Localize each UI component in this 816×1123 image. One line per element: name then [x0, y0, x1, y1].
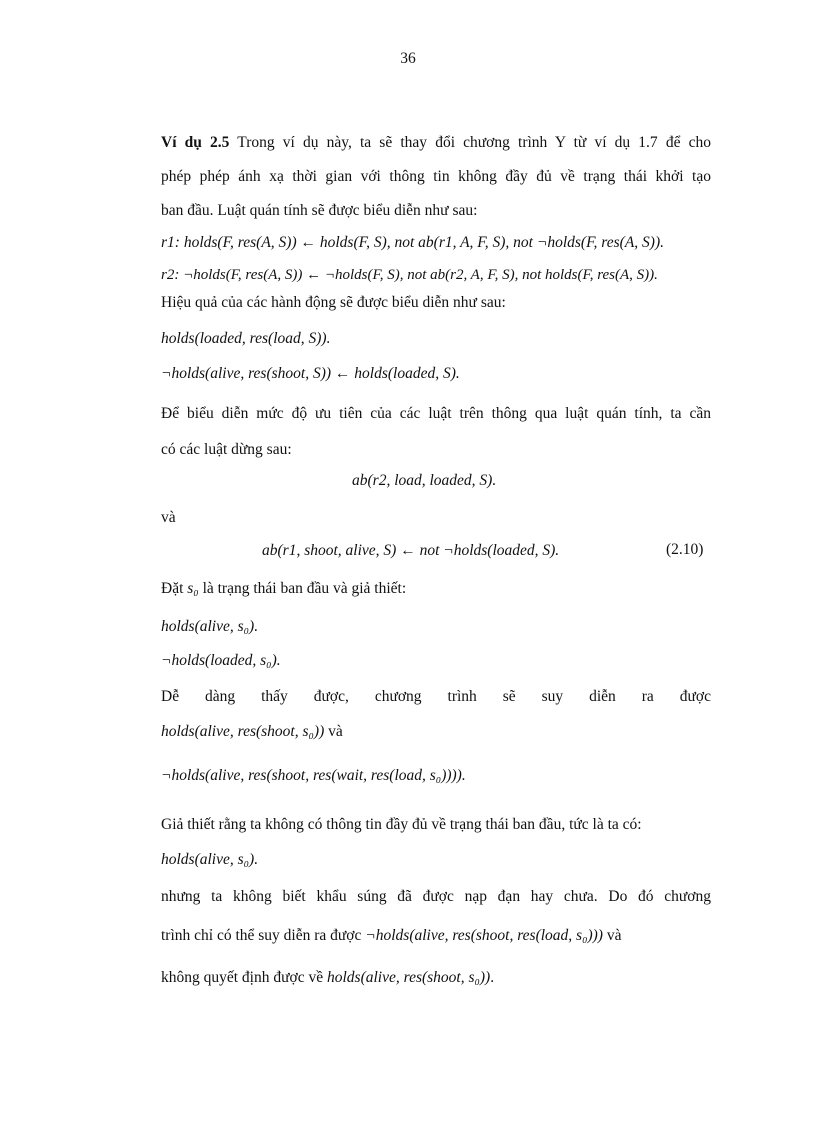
example-paragraph-line-1 [161, 133, 711, 153]
conjunction-and: và [161, 509, 176, 526]
example-text: Trong ví dụ này, ta sẽ thay đổi chương trình Y từ ví dụ 1.7 để cho [229, 134, 711, 151]
ab-rule-load: ab(r2, load, loaded, S). [352, 472, 497, 489]
example-paragraph-line-2: phép phép ánh xạ thời gian với thông tin không đầy đủ về trạng thái khởi tạo [161, 168, 711, 185]
effect-rule-shoot: ¬holds(alive, res(shoot, S)) ← holds(loaded, S). [161, 365, 460, 382]
unknown-loaded-line: nhưng ta không biết khẩu súng đã được nạp đạn hay chưa. Do đó chương [161, 888, 711, 905]
s0-symbol: s₀ [187, 580, 199, 597]
effects-intro: Hiệu quả của các hành động sẽ được biểu diễn như sau: [161, 294, 506, 311]
example-paragraph-line-3: ban đầu. Luật quán tính sẽ được biểu diễn như sau: [161, 202, 478, 219]
priority-line-1: Để biểu diễn mức độ ưu tiên của các luật trên thông qua luật quán tính, ta cần [161, 405, 711, 422]
only-infer-line: trình chỉ có thể suy diễn ra được ¬holds(alive, res(shoot, res(load, s₀))) và [161, 927, 622, 944]
initial-fact-alive: holds(alive, s₀). [161, 618, 259, 635]
effect-rule-load: holds(loaded, res(load, S)). [161, 330, 331, 347]
example-label: Ví dụ 2.5 [161, 134, 230, 151]
equation-number: (2.10) [666, 541, 704, 558]
ab-rule-shoot: ab(r1, shoot, alive, S) ← not ¬holds(loaded, S). [262, 542, 560, 559]
inertia-rule-r2: r2: ¬holds(F, res(A, S)) ← ¬holds(F, S), not ab(r2, A, F, S), not holds(F, res(A, S)). [161, 267, 658, 283]
only-infer-formula: ¬holds(alive, res(shoot, res(load, s₀))) [365, 927, 603, 944]
assumption-fact: holds(alive, s₀). [161, 851, 259, 868]
assumption-line: Giả thiết rằng ta không có thông tin đầy đủ về trạng thái ban đầu, tức là ta có: [161, 816, 642, 833]
page-number: 36 [400, 50, 416, 67]
inertia-rule-r1: r1: holds(F, res(A, S)) ← holds(F, S), not ab(r1, A, F, S), not ¬holds(F, res(A, S)). [161, 234, 664, 251]
undecided-formula: holds(alive, res(shoot, s₀)) [326, 969, 491, 986]
inference-line: Dễ dàng thấy được, chương trình sẽ suy diễn ra được [161, 688, 711, 705]
priority-line-2: có các luật dừng sau: [161, 441, 292, 458]
initial-fact-not-loaded: ¬holds(loaded, s₀). [161, 652, 281, 669]
undecided-line: không quyết định được về holds(alive, res(shoot, s₀)). [161, 969, 495, 986]
initial-state-intro: Đặt s₀ là trạng thái ban đầu và giả thiết: [161, 580, 407, 597]
inference-formula-line: holds(alive, res(shoot, s₀)) và [161, 723, 343, 740]
inference-formula-2: ¬holds(alive, res(shoot, res(wait, res(load, s₀)))). [161, 767, 466, 784]
inference-formula-1: holds(alive, res(shoot, s₀)) [161, 723, 325, 740]
